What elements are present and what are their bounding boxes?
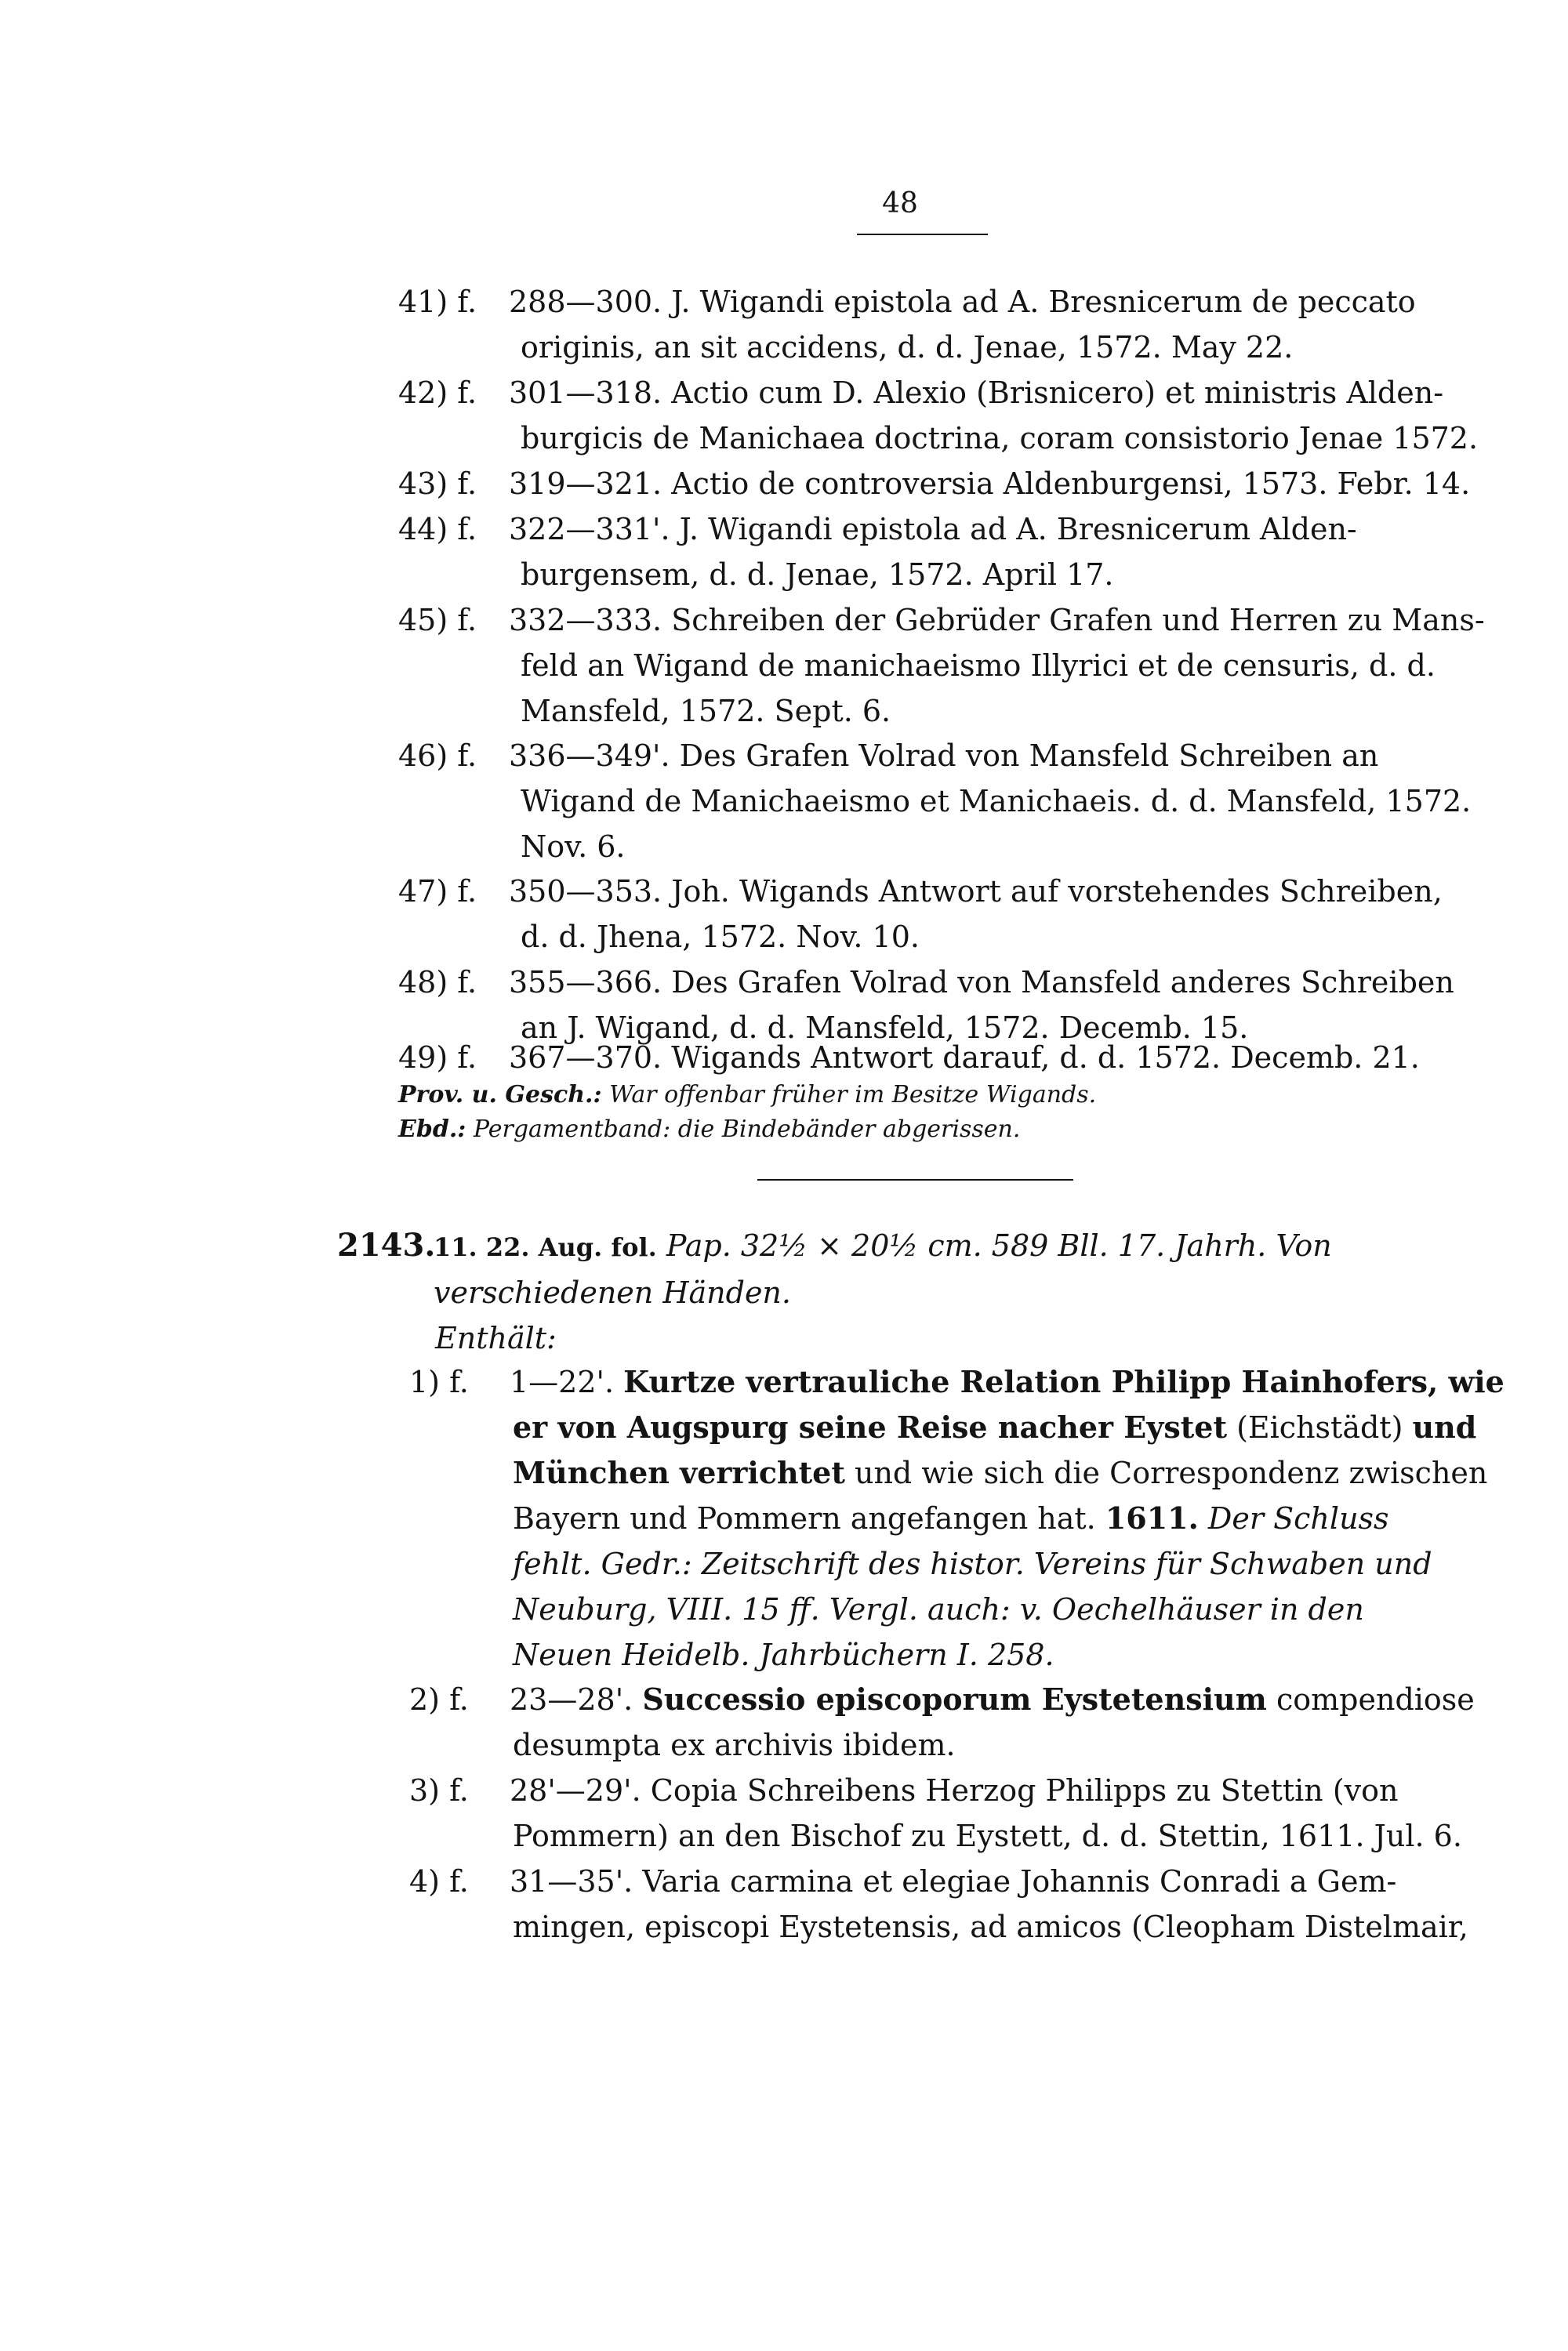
provenance-label: Prov. u. Gesch.:: [398, 1081, 602, 1108]
item-number: 43) f.: [398, 466, 477, 501]
body-text: 31—35'. Varia carmina et elegiae Johannis Conradi a Gem-: [510, 1864, 1397, 1899]
contents-item-line: [513, 1450, 1568, 1496]
item-number: 48) f.: [398, 965, 477, 1000]
body-text: (Eichstädt): [1227, 1410, 1413, 1445]
contents-item-line: [513, 1722, 1568, 1768]
item-text: [509, 733, 1471, 869]
body-text: desumpta ex archivis ibidem.: [513, 1728, 956, 1762]
item-text: [509, 370, 1478, 461]
entry-header-line-2: verschiedenen Händen.: [434, 1275, 791, 1310]
item-number: 41) f.: [398, 285, 477, 319]
entry-shelfmark: 11. 22. Aug. fol.: [434, 1232, 657, 1262]
body-text: 28'—29'. Copia Schreibens Herzog Philipps zu Stettin (von: [510, 1773, 1399, 1808]
list-item: [398, 279, 1416, 370]
title-text: und: [1412, 1410, 1477, 1445]
contents-item-line: [510, 1768, 1568, 1813]
contents-item-line: [513, 1904, 1568, 1950]
contents-item-line: [513, 1496, 1568, 1541]
contents-item-number: 4) f.: [409, 1864, 469, 1899]
item-text: [509, 279, 1416, 370]
note-text: fehlt. Gedr.: Zeitschrift des histor. Vereins für Schwaben und: [513, 1547, 1432, 1581]
item-text-line: 336—349'. Des Grafen Volrad von Mansfeld Schreiben an: [509, 738, 1379, 773]
item-text-line: burgicis de Manichaea doctrina, coram consistorio Jenae 1572.: [521, 421, 1479, 455]
contents-item-text: [510, 1359, 1568, 1678]
note-text: Neuen Heidelb. Jahrbüchern I. 258.: [513, 1638, 1054, 1672]
item-text-line: an J. Wigand, d. d. Mansfeld, 1572. Decemb. 15.: [521, 1010, 1249, 1045]
body-text: mingen, episcopi Eystetensis, ad amicos (Cleopham Distelmair,: [513, 1910, 1468, 1944]
contents-item-line: [510, 1677, 1568, 1722]
item-text-line: originis, an sit accidens, d. d. Jenae, 1572. May 22.: [521, 330, 1294, 365]
item-number: 49) f.: [398, 1040, 477, 1075]
item-number: 45) f.: [398, 603, 477, 637]
list-item: [398, 1035, 1420, 1080]
entry-contents-label: Enthält:: [435, 1321, 557, 1355]
list-item: [398, 733, 1471, 869]
contents-item-text: [510, 1677, 1568, 1768]
body-text: und wie sich die Correspondenz zwischen: [844, 1456, 1488, 1490]
item-text-line: 367—370. Wigands Antwort darauf, d. d. 1572. Decemb. 21.: [509, 1040, 1420, 1075]
item-text-line: 332—333. Schreiben der Gebrüder Grafen und Herren zu Mans-: [509, 603, 1485, 637]
header-rule: [857, 234, 988, 235]
contents-item-line: [513, 1405, 1568, 1450]
contents-item-line: [513, 1587, 1568, 1632]
body-text: 23—28'.: [510, 1682, 643, 1717]
item-number: 42) f.: [398, 376, 477, 410]
contents-item-line: [513, 1813, 1568, 1859]
list-item: [398, 869, 1443, 960]
item-text-line: 350—353. Joh. Wigands Antwort auf vorstehendes Schreiben,: [509, 874, 1443, 909]
entry-header-line-1: [434, 1223, 1453, 1270]
contents-item-number: 3) f.: [409, 1773, 469, 1808]
item-text-line: Nov. 6.: [521, 829, 626, 864]
list-item: [398, 597, 1485, 734]
body-text: Pommern) an den Bischof zu Eystett, d. d. Stettin, 1611. Jul. 6.: [513, 1819, 1462, 1853]
entry-number: 2143.: [337, 1227, 436, 1264]
item-text-line: 301—318. Actio cum D. Alexio (Brisnicero) et ministris Alden-: [509, 376, 1444, 410]
contents-item-line: [513, 1632, 1568, 1678]
contents-item-text: [510, 1859, 1568, 1950]
binding-text: Pergamentband: die Bindebänder abgerissen.: [473, 1116, 1021, 1143]
item-number: 44) f.: [398, 512, 477, 546]
item-text-line: feld an Wigand de manichaeismo Illyrici et de censuris, d. d.: [521, 648, 1436, 683]
item-text: [509, 461, 1470, 506]
body-text: compendiose: [1266, 1682, 1475, 1717]
page-number: 48: [882, 187, 918, 219]
contents-item-text: [510, 1768, 1568, 1859]
entry-description: Pap. 32½ × 20½ cm. 589 Bll. 17. Jahrh. Von: [666, 1228, 1332, 1263]
list-item: [398, 506, 1357, 597]
entry-header: [434, 1223, 1453, 1361]
item-text: [509, 506, 1357, 597]
item-number: 47) f.: [398, 874, 477, 909]
binding-note: [398, 1114, 1020, 1145]
title-text: 1611.: [1105, 1500, 1199, 1536]
list-item: [398, 461, 1470, 506]
item-text: [509, 869, 1443, 960]
item-text: [509, 597, 1485, 734]
contents-item-line: [510, 1359, 1568, 1405]
list-item: [398, 370, 1478, 461]
item-text-line: 322—331'. J. Wigandi epistola ad A. Bresnicerum Alden-: [509, 512, 1357, 546]
item-text: [509, 1035, 1420, 1080]
item-text-line: 319—321. Actio de controversia Aldenburgensi, 1573. Febr. 14.: [509, 466, 1471, 501]
title-text: Successio episcoporum Eystetensium: [642, 1682, 1267, 1717]
note-text: Der Schluss: [1198, 1501, 1389, 1536]
binding-label: Ebd.:: [398, 1116, 466, 1143]
title-text: München verrichtet: [513, 1455, 845, 1490]
note-text: Neuburg, VIII. 15 ff. Vergl. auch: v. Oechelhäuser in den: [513, 1592, 1364, 1627]
body-text: 1—22'.: [510, 1365, 624, 1399]
item-text-line: d. d. Jhena, 1572. Nov. 10.: [521, 920, 920, 954]
item-text-line: 355—366. Des Grafen Volrad von Mansfeld anderes Schreiben: [509, 965, 1454, 1000]
item-text-line: Wigand de Manichaeismo et Manichaeis. d. d. Mansfeld, 1572.: [521, 784, 1472, 818]
provenance-text: War offenbar früher im Besitze Wigands.: [609, 1081, 1097, 1108]
provenance-note: [398, 1079, 1096, 1111]
contents-item-number: 2) f.: [409, 1682, 469, 1717]
contents-item-number: 1) f.: [409, 1365, 469, 1399]
item-text-line: Mansfeld, 1572. Sept. 6.: [521, 694, 891, 728]
title-text: Kurtze vertrauliche Relation Philipp Hainhofers, wie: [623, 1364, 1504, 1399]
title-text: er von Augspurg seine Reise nacher Eystet: [513, 1410, 1227, 1445]
contents-item-line: [513, 1541, 1568, 1587]
body-text: Bayern und Pommern angefangen hat.: [513, 1501, 1105, 1536]
contents-item-line: [510, 1859, 1568, 1904]
item-number: 46) f.: [398, 738, 477, 773]
item-text-line: 288—300. J. Wigandi epistola ad A. Bresnicerum de peccato: [509, 285, 1416, 319]
section-divider: [757, 1179, 1073, 1181]
item-text-line: burgensem, d. d. Jenae, 1572. April 17.: [521, 557, 1114, 592]
